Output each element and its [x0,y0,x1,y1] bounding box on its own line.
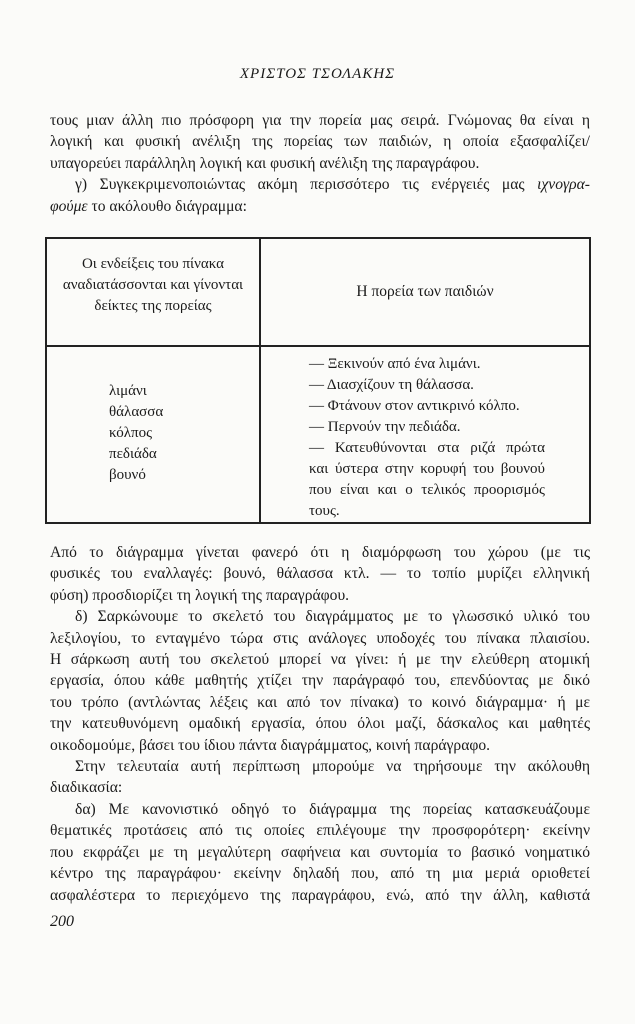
text-line: κέντρο της παραγράφου· εκείνην δηλαδή που, από τη μια μεριά οριοθετεί [50,865,590,883]
text-line [50,174,590,195]
indicator-item: κόλπος [109,425,153,441]
text-line: την κατευθυνόμενη ομαδική εργασία, όπου όλοι μαζί, δάσκαλος και μαθητές [50,715,590,733]
route-line: τους. [309,503,340,519]
indicator-item: πεδιάδα [109,446,157,462]
text-line: του τρόπο (αντλώντας λέξεις και από τον πίνακα) το κοινό διάγραμμα· ή με [50,693,590,711]
italic-term: φούμε [50,197,88,215]
text-line [50,196,590,217]
route-line: — Κατευθύνονται στα ριζά πρώτα [309,440,545,456]
table-header-left [46,238,260,346]
header-line: δείκτες της πορείας [94,298,212,314]
header-line: Οι ενδείξεις του πίνακα [81,256,225,272]
table-cell-indicators [46,346,260,523]
table-cell-route [260,346,590,523]
route-line: — Διασχίζουν τη θάλασσα. [309,377,474,393]
text-line: τους μιαν άλλη πιο πρόσφορη για την πορεία μας σειρά. Γνώμονας θα είναι η [50,112,590,129]
text-line: οικοδομούμε, βάσει του ίδιου πάντα διαγράμματος, κοινή παράγραφο. [50,736,491,754]
text-line: Από το διάγραμμα γίνεται φανερό ότι η διαμόρφωση του χώρου (με τις [50,544,590,561]
table-header-right: Η πορεία των παιδιών [260,238,590,346]
route-line: — Φτάνουν στον αντικρινό κόλπο. [309,398,520,414]
text-line: Στην τελευταία αυτή περίπτωση μπορούμε να τηρήσουμε την ακόλουθη [75,758,590,776]
text-line: φυσικές του εναλλαγές: βουνό, θάλασσα κτλ. — το τοπίο μυρίζει ελληνική [50,565,590,583]
text-line: λογική και φυσική ανέλιξη της πορείας των παιδιών, η οποία εξασφαλίζει/ [50,133,590,151]
route-line: και ύστερα στην κορυφή του βουνού [309,461,545,477]
route-line: που είναι και ο τελικός προορισμός [309,482,545,498]
text-line: λεξιλογίου, το ενταγμένο τώρα στις ανάλογες υποδοχές του πίνακα πλαισίου. [50,629,590,647]
text-line: δα) Με κανονιστικό οδηγό το διάγραμμα της πορείας κατασκευάζουμε [75,800,590,818]
header-line: αναδιατάσσονται και γίνονται [62,277,244,293]
text-line: υπαγορεύει παράλληλη λογική και φυσική ανέλιξη της παραγράφου. [50,154,480,172]
text-line: εργασία, όπου κάθε μαθητής χτίζει την παράγραφό του, επενδύοντας με δικό [50,672,590,690]
text-segment: γ) Συγκεκριμενοποιώντας ακόμη περισσότερο τις ενέργειές μας [75,176,538,194]
indicator-item: θάλασσα [109,404,164,420]
page-number: 200 [50,913,74,930]
text-line: Η σάρκωση αυτή του σκελετού μπορεί να γίνει: ή με την ελεύθερη ατομική [50,651,590,669]
text-line: που εκφράζει με τη μεγαλύτερη σαφήνεια και συντομία το βασικό νοηματικό [50,843,590,861]
indicator-item: λιμάνι [109,383,147,399]
diagram-table [45,237,591,524]
route-line: — Ξεκινούν από ένα λιμάνι. [309,356,481,372]
text-line: διαδικασία: [50,779,123,797]
body-text [50,542,590,906]
route-line: — Περνούν την πεδιάδα. [309,419,461,435]
text-segment: το ακόλουθο διάγραμμα: [87,197,247,215]
indicator-item: βουνό [109,467,146,483]
text-line: δ) Σαρκώνουμε το σκελετό του διαγράμματος με το γλωσσικό υλικό του [75,608,590,626]
running-header: ΧΡΙΣΤΟΣ ΤΣΟΛΑΚΗΣ [239,66,396,82]
intro-paragraph [50,110,590,217]
text-line: ασφαλέστερα το περιεχόμενο της παραγράφου, ενώ, από την άλλη, καθιστά [50,886,590,904]
text-line: θεματικές προτάσεις από τις οποίες επιλέγουμε την προσφορότερη· εκείνην [50,822,590,840]
italic-term: ιχνογρα- [537,176,590,194]
text-line: φύση) προσδιορίζει τη λογική της παραγράφου. [50,586,350,604]
